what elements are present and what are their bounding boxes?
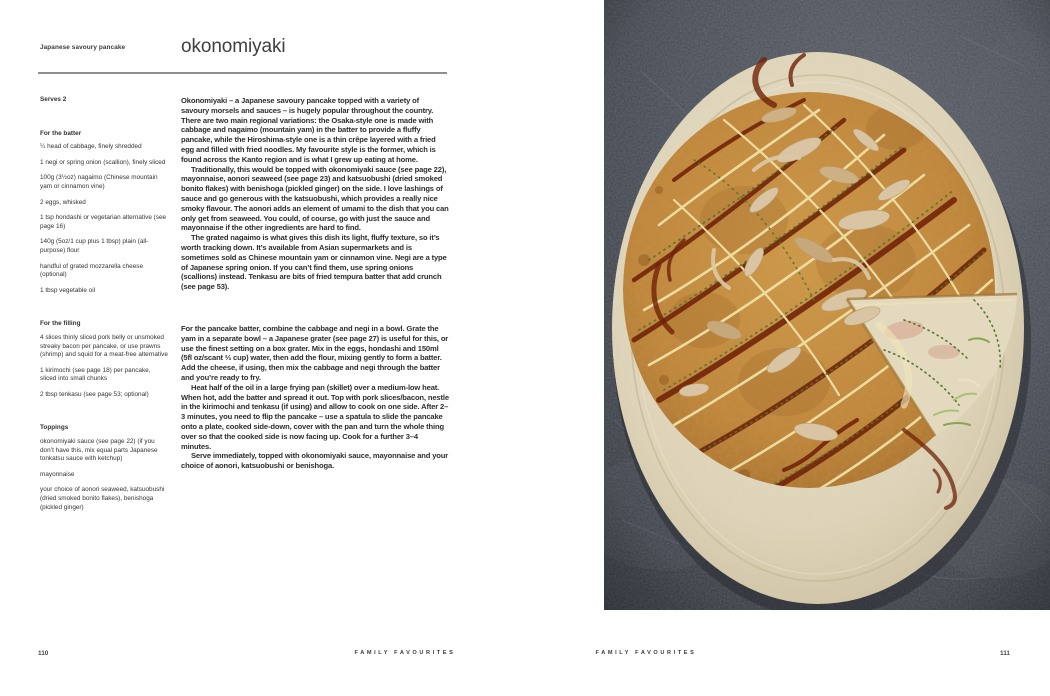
ingredient-item: okonomiyaki sauce (see page 22) (if you don’t have this, mix equal parts Japanese tonkatsu sauce with ketchup) <box>40 438 158 463</box>
recipe-body <box>181 96 449 471</box>
running-footer-left: FAMILY FAVOURITES <box>354 650 456 656</box>
ingredient-item: 100g (3½oz) nagaimo (Chinese mountain yam or cinnamon vine) <box>40 174 158 190</box>
page-number-right: 111 <box>1000 650 1010 657</box>
recipe-intro <box>181 96 449 292</box>
ingredient-section-toppings <box>40 424 168 512</box>
ingredient-section-batter <box>40 130 168 296</box>
serves-label: Serves 2 <box>40 96 67 103</box>
ingredient-item: 1 negi or spring onion (scallion), finely sliced <box>40 158 166 166</box>
ingredients-sidebar <box>40 96 168 519</box>
recipe-method <box>181 324 449 471</box>
ingredient-item: mayonnaise <box>40 470 75 478</box>
page-title: okonomiyaki <box>181 36 286 57</box>
method-paragraph: For the pancake batter, combine the cabbage and negi in a bowl. Grate the yam in a separate bowl – a Japanese grater (see page 27) is useful for this, or use the finest setting on a box grater. Mix in the eggs, hondashi and 150ml (5fl oz/scant ⅔ cup) water, then add the flour, mixing gently to form a batter. Add the cheese, if using, then mix the cabbage and negi through the batter and you’re ready to fry. <box>181 323 449 382</box>
ingredient-item: your choice of aonori seaweed, katsuobushi (dried smoked bonito flakes), benishoga (pickled ginger) <box>40 486 165 511</box>
ingredient-section-filling <box>40 320 168 399</box>
ingredient-item: 2 tbsp tenkasu (see page 53; optional) <box>40 390 149 398</box>
ingredient-item: 1 tsp hondashi or vegetarian alternative (see page 16) <box>40 214 167 230</box>
ingredient-item: 1 tbsp vegetable oil <box>40 286 96 294</box>
recipe-kicker: Japanese savoury pancake <box>40 44 126 51</box>
method-paragraph: Serve immediately, topped with okonomiyaki sauce, mayonnaise and your choice of aonori, katsuobushi or benishoga. <box>181 451 449 471</box>
section-heading: For the filling <box>40 320 81 328</box>
ingredient-item: 140g (5oz/1 cup plus 1 tbsp) plain (all-purpose) flour <box>40 238 149 254</box>
intro-paragraph: Okonomiyaki – a Japanese savoury pancake topped with a variety of savoury morsels and sauces – is hugely popular throughout the country. There are two main regional variations: the Osaka-style one is made with cabbage and nagaimo (mountain yam) in the batter to provide a fluffy pancake, while the Hiroshima-style one is a thin crêpe layered with a fried egg and filled with fried noodles. My favourite style is the former, which is found across the Kanto region and is what I grew up eating at home. <box>181 96 436 164</box>
dish-photo <box>604 0 1050 610</box>
intro-paragraph: The grated nagaimo is what gives this dish its light, fluffy texture, so it’s worth tracking down. It’s available from Asian supermarkets and is sometimes sold as Chinese mountain yam or cinnamon vine. Negi are a type of Japanese spring onion. If you can’t find them, use spring onions (scallions) instead. Tenkasu are bits of fried tempura batter that add crunch (see page 53). <box>181 233 447 292</box>
page-number-left: 110 <box>38 650 49 657</box>
section-heading: For the batter <box>40 129 82 137</box>
ingredient-item: 4 slices thinly sliced pork belly or unsmoked streaky bacon per pancake, or use prawns (shrimp) and squid for a meat-free alternative <box>40 333 168 359</box>
header-rule <box>38 72 447 74</box>
intro-paragraph: Traditionally, this would be topped with okonomiyaki sauce (see page 22), mayonnaise, aonori seaweed (see page 23) and katsuobushi (dried smoked bonito flakes) with benishoga (pickled ginger) on the side. I love lashings of sauce and go generous with the katsuobushi, which provides a really nice smoky flavour. The aonori adds an element of umami to the dish that you can only get from seaweed. You could, of course, go with just the sauce and mayonnaise if the other ingredients are hard to find. <box>181 164 449 233</box>
dish-photo-illustration <box>604 0 1050 610</box>
photo-vignette <box>604 0 1050 610</box>
ingredient-item: 1 kirimochi (see page 18) per pancake, sliced into small chunks <box>40 366 151 383</box>
section-heading: Toppings <box>40 424 69 432</box>
ingredient-item: ¼ head of cabbage, finely shredded <box>40 143 142 151</box>
method-paragraph: Heat half of the oil in a large frying pan (skillet) over a medium-low heat. When hot, add the batter and spread it out. Top with pork slices/bacon, nestle in the kirimochi and tenkasu (if using) and allow to cook on one side. After 2–3 minutes, you need to flip the pancake – use a spatula to slide the pancake onto a plate, cooked side-down, cover with the pan and turn the whole thing over so that the cooked side is now facing up. Cook for a further 3–4 minutes. <box>181 382 449 451</box>
ingredient-item: handful of grated mozzarella cheese (optional) <box>40 262 144 279</box>
ingredient-item: 2 eggs, whisked <box>40 198 86 206</box>
running-footer-right: FAMILY FAVOURITES <box>595 650 697 656</box>
